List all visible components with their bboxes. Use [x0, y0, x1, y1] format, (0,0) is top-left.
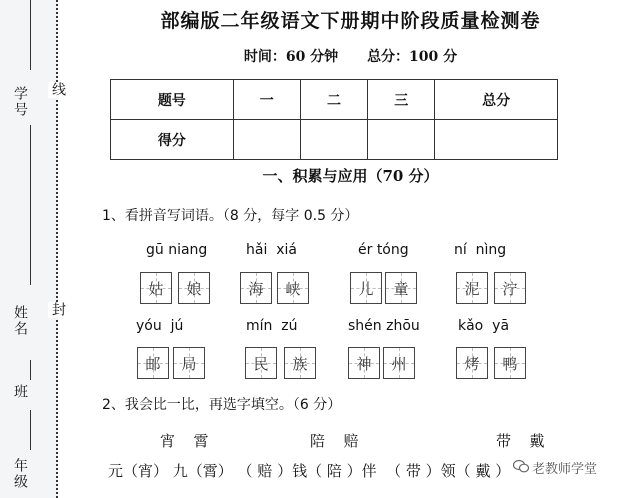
- fill-in-line: 元（宵） 九（霄） （ 赔 ）钱（ 陪 ）伴 （ 带 ）领（ 戴 ）: [108, 462, 511, 480]
- grade-label: 年级: [12, 458, 28, 490]
- score-cell[interactable]: [368, 120, 435, 160]
- score-cell[interactable]: [300, 120, 367, 160]
- char-box[interactable]: 民: [245, 347, 277, 379]
- margin-rule: [30, 360, 31, 380]
- char-pair: 宵 霄: [160, 432, 212, 450]
- exam-meta: [60, 46, 641, 66]
- char-box[interactable]: 娘: [178, 272, 210, 304]
- margin-rule: [30, 410, 31, 450]
- char-box[interactable]: 峡: [277, 272, 309, 304]
- pinyin-label: hǎi xiá: [246, 242, 297, 258]
- score-cell[interactable]: [435, 120, 558, 160]
- binding-margin: [0, 0, 58, 498]
- seal-dotted-line: [56, 0, 58, 498]
- header-cell: 三: [368, 80, 435, 120]
- char-box[interactable]: 局: [173, 347, 205, 379]
- question-1-prompt: 1、看拼音写词语。（8 分，每字 0.5 分）: [102, 208, 359, 224]
- seal-label: 封: [50, 302, 66, 318]
- pinyin-label: gū niang: [146, 242, 208, 258]
- score-table-score-row: [111, 120, 558, 160]
- char-box[interactable]: 泞: [494, 272, 526, 304]
- char-box[interactable]: 烤: [456, 347, 488, 379]
- char-box[interactable]: 海: [240, 272, 272, 304]
- name-label: 姓名: [12, 305, 28, 337]
- header-cell: 二: [300, 80, 367, 120]
- wechat-icon: [513, 459, 529, 473]
- score-table-header-row: [111, 80, 558, 120]
- header-cell: 题号: [111, 80, 234, 120]
- time-label: 时间：60 分钟: [243, 49, 339, 65]
- section-heading: 一、积累与应用（70 分）: [262, 167, 439, 185]
- char-pair: 带 戴: [496, 432, 548, 450]
- pinyin-label: kǎo yā: [458, 318, 510, 334]
- header-cell: 总分: [435, 80, 558, 120]
- student-id-label: 学号: [12, 86, 28, 118]
- header-cell: 一: [233, 80, 300, 120]
- row-label-cell: 得分: [111, 120, 234, 160]
- char-pair: 陪 赔: [310, 432, 362, 450]
- char-box[interactable]: 州: [383, 347, 415, 379]
- class-label: 班: [12, 384, 28, 400]
- exam-title: 部编版二年级语文下册期中阶段质量检测卷: [160, 10, 541, 32]
- score-cell[interactable]: [233, 120, 300, 160]
- margin-rule: [30, 125, 31, 285]
- pinyin-label: mín zú: [246, 318, 298, 334]
- char-box[interactable]: 族: [284, 347, 316, 379]
- char-box[interactable]: 神: [348, 347, 380, 379]
- char-box[interactable]: 鸭: [494, 347, 526, 379]
- char-box[interactable]: 童: [385, 272, 417, 304]
- char-box[interactable]: 邮: [137, 347, 169, 379]
- line-label: 线: [50, 82, 66, 98]
- margin-rule: [30, 0, 31, 70]
- question-2-prompt: 2、我会比一比，再选字填空。（6 分）: [102, 397, 342, 413]
- char-box[interactable]: 泥: [456, 272, 488, 304]
- score-table: [110, 79, 558, 160]
- pinyin-label: ní nìng: [454, 242, 507, 258]
- char-box[interactable]: 姑: [140, 272, 172, 304]
- pinyin-label: shén zhōu: [348, 318, 420, 334]
- pinyin-label: ér tóng: [358, 242, 409, 258]
- char-box[interactable]: 儿: [350, 272, 382, 304]
- pinyin-label: yóu jú: [136, 318, 184, 334]
- total-label: 总分：100 分: [367, 49, 458, 65]
- watermark-text: 老教师学堂: [532, 462, 598, 477]
